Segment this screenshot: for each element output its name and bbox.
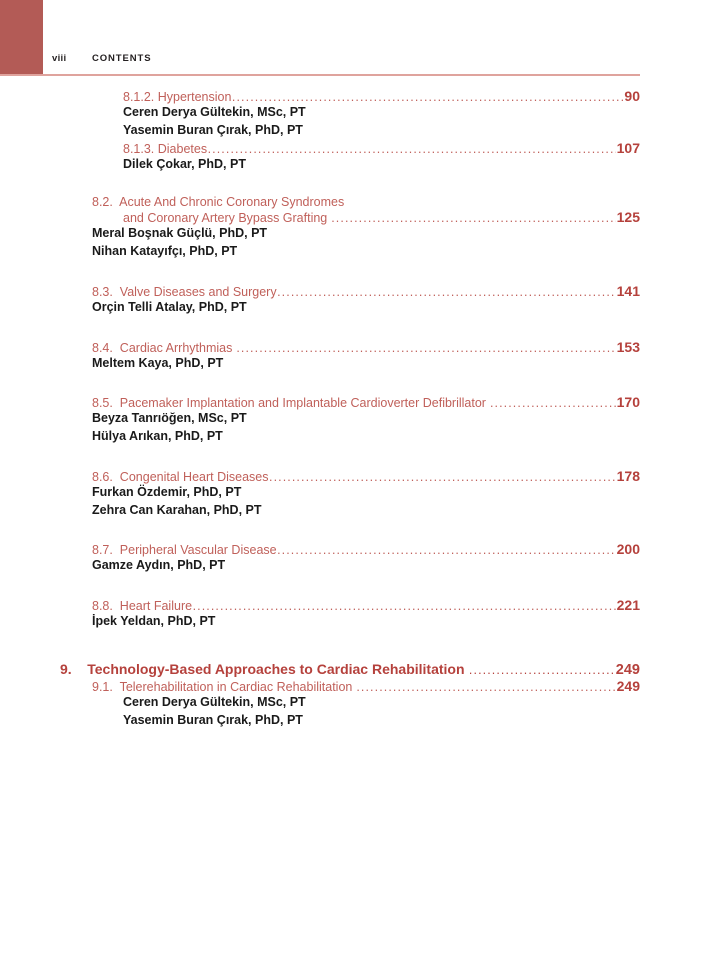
toc-entry-authors xyxy=(0,104,725,140)
author-name: Orçin Telli Atalay, PhD, PT xyxy=(92,299,247,314)
toc-entry[interactable] xyxy=(0,88,725,140)
toc-entry[interactable] xyxy=(0,140,725,174)
toc-entry-authors xyxy=(0,484,725,520)
toc-entry-number: 8.7. xyxy=(92,543,113,558)
toc-entry[interactable] xyxy=(0,678,725,730)
toc-page-number: 200 xyxy=(616,541,640,558)
toc-entry-title: Hypertension xyxy=(154,90,232,104)
running-head-label: CONTENTS xyxy=(92,53,152,64)
toc-entry-authors xyxy=(0,557,725,575)
toc-page-number: 125 xyxy=(616,209,640,226)
toc-entry-line[interactable] xyxy=(0,195,640,209)
dot-leader xyxy=(331,211,616,225)
spacer xyxy=(0,317,725,339)
toc-entry-line-continued[interactable] xyxy=(0,209,640,225)
spacer xyxy=(0,446,725,468)
author-name: Yasemin Buran Çırak, PhD, PT xyxy=(123,712,303,727)
toc-entry-line[interactable] xyxy=(0,339,640,355)
author-name: İpek Yeldan, PhD, PT xyxy=(92,614,216,628)
toc-entry-line[interactable] xyxy=(0,597,640,613)
spacer xyxy=(0,631,725,661)
dot-leader xyxy=(490,396,616,410)
toc-entry-number: 8.6. xyxy=(92,469,113,484)
dot-leader xyxy=(232,90,624,104)
toc-page-number: 170 xyxy=(616,394,640,411)
toc-entry-number: 8.2. xyxy=(92,195,113,210)
table-of-contents xyxy=(0,88,725,729)
dot-leader xyxy=(208,142,617,156)
dot-leader xyxy=(277,543,616,557)
spacer xyxy=(0,261,725,283)
author-name: Dilek Çokar, PhD, PT xyxy=(123,156,246,171)
toc-entry-authors xyxy=(0,156,725,174)
toc-entry-line[interactable] xyxy=(0,88,640,104)
dot-leader xyxy=(236,341,616,355)
page-folio: viii xyxy=(52,53,67,64)
spacer xyxy=(0,519,725,541)
toc-entry-number: 8.8. xyxy=(92,599,113,613)
toc-entry[interactable] xyxy=(0,597,725,631)
toc-entry-title: Peripheral Vascular Disease xyxy=(112,543,277,558)
dot-leader xyxy=(193,599,617,613)
toc-entry-authors xyxy=(0,355,725,373)
toc-entry-title: Technology-Based Approaches to Cardiac Rehabilitation xyxy=(71,660,469,677)
toc-entry-number: 9.1. xyxy=(92,679,113,694)
dot-leader xyxy=(277,285,616,299)
toc-entry-line[interactable] xyxy=(0,394,640,410)
toc-entry-authors xyxy=(0,613,725,631)
author-name: Meltem Kaya, PhD, PT xyxy=(92,355,224,370)
toc-entry-number: 8.1.3. xyxy=(123,141,155,156)
toc-entry-line[interactable] xyxy=(0,283,640,299)
author-name: Furkan Özdemir, PhD, PT xyxy=(92,484,242,499)
toc-entry-authors xyxy=(0,694,725,730)
toc-entry-number: 8.5. xyxy=(92,396,113,411)
toc-entry-number: 8.1.2. xyxy=(123,90,155,104)
toc-entry[interactable] xyxy=(0,468,725,520)
dot-leader xyxy=(469,663,615,677)
toc-entry-number: 9. xyxy=(60,660,72,677)
header-rule xyxy=(0,74,640,76)
toc-entry-title: Acute And Chronic Coronary Syndromes xyxy=(112,195,345,210)
running-head xyxy=(0,53,725,73)
toc-entry[interactable] xyxy=(0,394,725,446)
toc-entry-line[interactable] xyxy=(0,661,640,678)
spacer xyxy=(0,372,725,394)
toc-entry-line[interactable] xyxy=(0,468,640,484)
toc-entry-number: 8.3. xyxy=(92,284,113,299)
toc-entry[interactable] xyxy=(0,195,725,261)
toc-entry[interactable] xyxy=(0,339,725,373)
author-name: Beyza Tanrıöğen, MSc, PT xyxy=(92,411,247,426)
author-name: Gamze Aydın, PhD, PT xyxy=(92,558,226,573)
toc-entry-title: Congenital Heart Diseases xyxy=(112,469,269,484)
toc-entry-line[interactable] xyxy=(0,140,640,156)
author-name: Nihan Katayıfçı, PhD, PT xyxy=(92,244,238,258)
toc-entry-title: Heart Failure xyxy=(112,599,193,613)
spacer xyxy=(0,575,725,597)
author-name: Hülya Arıkan, PhD, PT xyxy=(92,429,223,443)
toc-entry-title: Pacemaker Implantation and Implantable Cardioverter Defibrillator xyxy=(112,396,490,411)
toc-entry[interactable] xyxy=(0,541,725,575)
toc-entry-title: Diabetes xyxy=(154,141,208,156)
toc-entry-title: Valve Diseases and Surgery xyxy=(112,284,277,299)
toc-page-number: 141 xyxy=(616,282,640,299)
toc-page-number: 153 xyxy=(616,338,640,355)
dot-leader xyxy=(269,470,616,484)
toc-page-number: 249 xyxy=(615,661,640,678)
author-name: Ceren Derya Gültekin, MSc, PT xyxy=(123,694,306,709)
spacer xyxy=(0,173,725,195)
toc-page-number: 249 xyxy=(616,677,640,694)
toc-entry[interactable] xyxy=(0,283,725,317)
toc-entry-authors xyxy=(0,299,725,317)
toc-entry-number: 8.4. xyxy=(92,340,113,355)
author-name: Yasemin Buran Çırak, PhD, PT xyxy=(123,122,303,137)
dot-leader xyxy=(356,680,616,694)
toc-entry-title-continued: and Coronary Artery Bypass Grafting xyxy=(123,211,331,226)
toc-entry-title: Cardiac Arrhythmias xyxy=(112,340,236,355)
toc-entry[interactable] xyxy=(0,661,725,678)
toc-entry-title: Telerehabilitation in Cardiac Rehabilitation xyxy=(112,679,356,694)
author-name: Meral Boşnak Güçlü, PhD, PT xyxy=(92,226,268,241)
toc-page-number: 107 xyxy=(616,139,640,156)
author-name: Zehra Can Karahan, PhD, PT xyxy=(92,502,262,517)
toc-entry-line[interactable] xyxy=(0,678,640,694)
toc-entry-line[interactable] xyxy=(0,541,640,557)
toc-page-number: 221 xyxy=(616,597,640,613)
toc-page-number: 178 xyxy=(616,467,640,484)
toc-entry-authors xyxy=(0,225,725,261)
toc-entry-authors xyxy=(0,410,725,446)
toc-page-number: 90 xyxy=(624,88,640,104)
author-name: Ceren Derya Gültekin, MSc, PT xyxy=(123,105,306,119)
